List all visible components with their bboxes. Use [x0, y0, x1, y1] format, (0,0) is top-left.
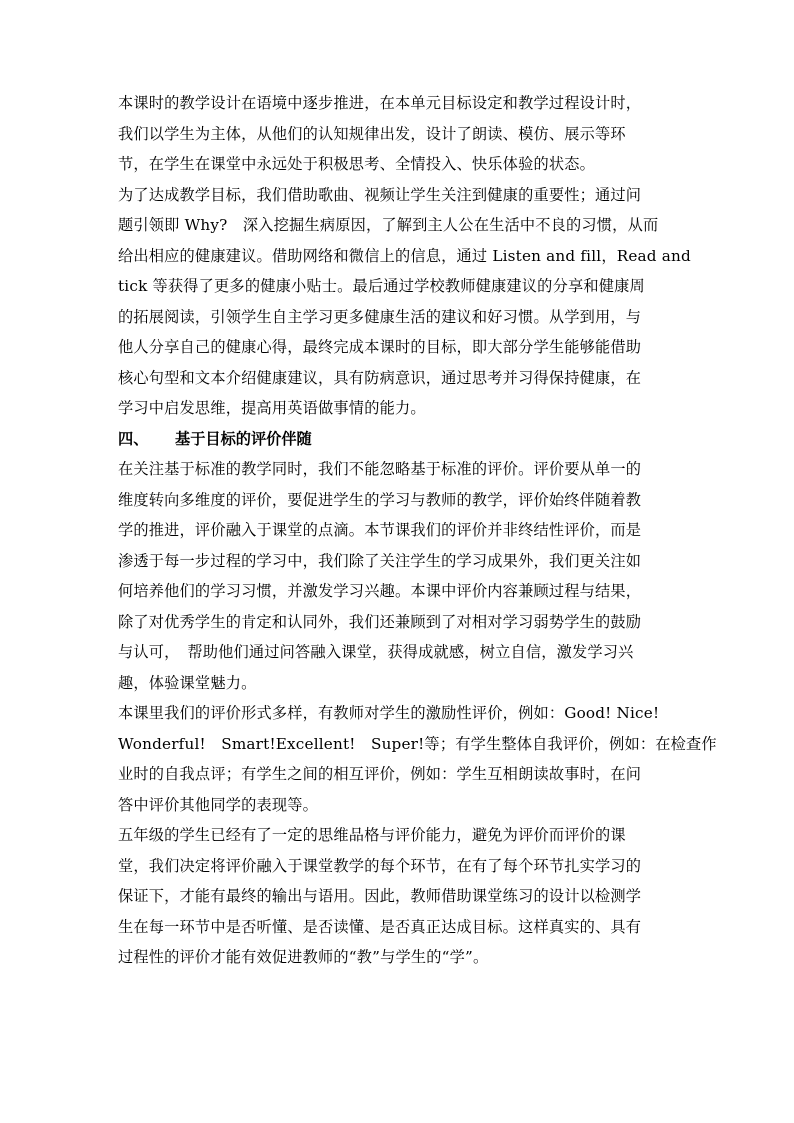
text-line: 五年级的学生已经有了一定的思维品格与评价能力，避免为评价而评价的课 [118, 826, 626, 844]
text-line: 本课里我们的评价形式多样，有教师对学生的激励性评价，例如：Good! Nice! [118, 704, 660, 722]
text-line: Wonderful! Smart!Excellent! Super!等；有学生整体自我评价，例如：在检查作 [118, 734, 717, 753]
text-line: 渗透于每一步过程的学习中，我们除了关注学生的学习成果外，我们更关注如 [118, 551, 642, 570]
paragraph-evaluation-standards [118, 454, 678, 698]
text-line: 给出相应的健康建议。借助网络和微信上的信息，通过 Listen and fill，Read and [118, 246, 691, 265]
text-line: 核心句型和文本介绍健康建议，具有防病意识，通过思考并习得保持健康，在 [118, 368, 642, 387]
text-line: 他人分享自己的健康心得，最终完成本课时的目标，即大部分学生能够能借助 [118, 338, 642, 356]
text-line: 与认可， 帮助他们通过问答融入课堂，获得成就感，树立自信，激发学习兴 [118, 643, 634, 661]
text-line: 在关注基于标准的教学同时，我们不能忽略基于标准的评价。评价要从单一的 [118, 460, 642, 478]
text-line: 学习中启发思维，提高用英语做事情的能力。 [118, 399, 426, 417]
text-line: 生在每一环节中是否听懂、是否读懂、是否真正达成目标。这样真实的、具有 [118, 917, 642, 936]
document-body [118, 88, 717, 973]
text-line: 维度转向多维度的评价，要促进学生的学习与教师的教学，评价始终伴随着教 [118, 490, 642, 509]
text-line: 何培养他们的学习习惯，并激发学习兴趣。本课中评价内容兼顾过程与结果， [118, 582, 642, 600]
text-line: 学的推进，评价融入于课堂的点滴。本节课我们的评价并非终结性评价，而是 [118, 521, 642, 539]
text-line: 的拓展阅读，引领学生自主学习更多健康生活的建议和好习惯。从学到用，与 [118, 307, 642, 326]
section-number: 四、 [118, 429, 149, 448]
paragraph-evaluation-forms [118, 698, 717, 820]
paragraph-teaching-goals [118, 180, 691, 424]
text-line: 堂，我们决定将评价融入于课堂教学的每个环节，在有了每个环节扎实学习的 [118, 856, 642, 875]
section-heading [118, 424, 678, 455]
text-line: 本课时的教学设计在语境中逐步推进，在本单元目标设定和教学过程设计时， [118, 94, 642, 112]
text-line: 过程性的评价才能有效促进教师的“教”与学生的“学”。 [118, 948, 489, 966]
paragraph-fifth-grade [118, 820, 678, 973]
text-line: 节，在学生在课堂中永远处于积极思考、全情投入、快乐体验的状态。 [118, 155, 596, 173]
section-title: 基于目标的评价伴随 [175, 429, 312, 448]
text-line: 除了对优秀学生的肯定和认同外，我们还兼顾到了对相对学习弱势学生的鼓励 [118, 612, 642, 631]
text-line: 答中评价其他同学的表现等。 [118, 795, 319, 814]
paragraph-teaching-design [118, 88, 678, 180]
text-line: 我们以学生为主体，从他们的认知规律出发，设计了朗读、模仿、展示等环 [118, 124, 626, 143]
text-line: 保证下，才能有最终的输出与语用。因此，教师借助课堂练习的设计以检测学 [118, 887, 642, 905]
text-line: 业时的自我点评；有学生之间的相互评价，例如：学生互相朗读故事时，在问 [118, 765, 642, 783]
text-line: 趣，体验课堂魅力。 [118, 673, 257, 692]
text-line: 题引领即 Why? 深入挖掘生病原因，了解到主人公在生活中不良的习惯，从而 [118, 216, 659, 234]
text-line: 为了达成教学目标，我们借助歌曲、视频让学生关注到健康的重要性；通过问 [118, 185, 642, 204]
text-line: tick 等获得了更多的健康小贴士。最后通过学校教师健康建议的分享和健康周 [118, 277, 645, 295]
